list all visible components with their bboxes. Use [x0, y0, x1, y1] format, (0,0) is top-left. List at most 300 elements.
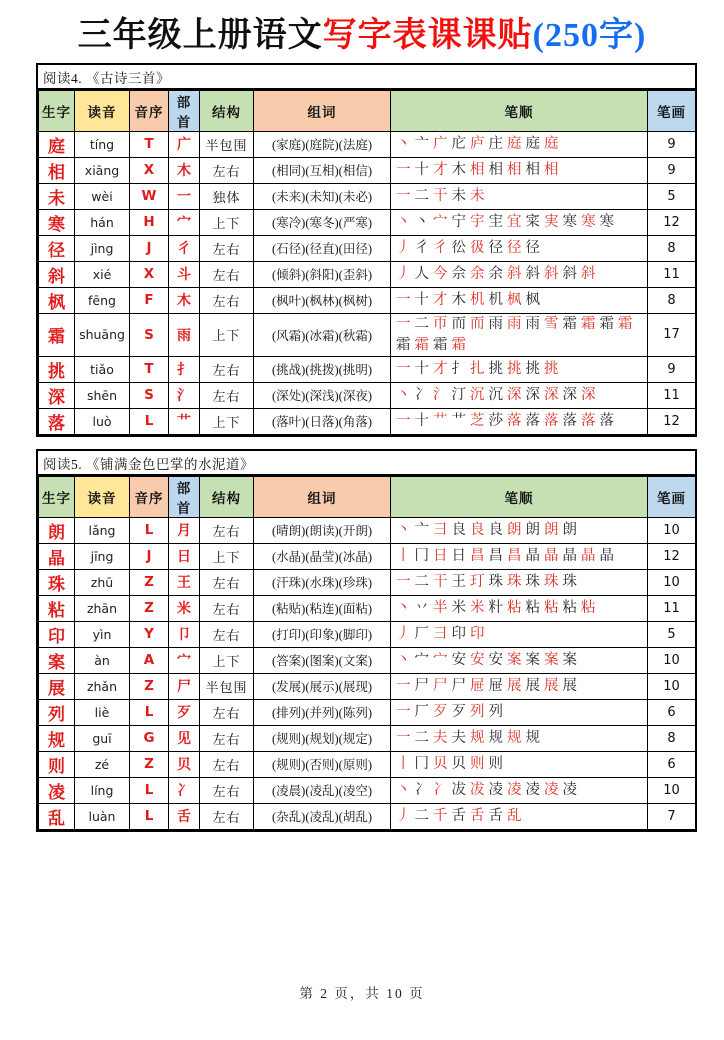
- stroke-step-glyph: 相: [507, 161, 522, 178]
- stroke-step-glyph: 帀: [433, 315, 448, 332]
- stroke-order-cell: [391, 777, 648, 803]
- stroke-step-glyph: 粘: [581, 599, 596, 616]
- radical-cell: 王: [169, 569, 200, 595]
- stroke-step-glyph: 朗: [507, 521, 522, 538]
- table-row: [39, 699, 696, 725]
- stroke-order-cell: [391, 517, 648, 543]
- stroke-step-glyph: 昌: [488, 547, 503, 564]
- radical-cell: 月: [169, 517, 200, 543]
- stroke-count-cell: 6: [648, 751, 696, 777]
- alphabetical-order-cell: L: [130, 777, 169, 803]
- stroke-step-glyph: 丶: [396, 213, 411, 230]
- stroke-count-cell: 8: [648, 287, 696, 313]
- stroke-step-glyph: 案: [562, 651, 577, 668]
- stroke-count-cell: 9: [648, 356, 696, 382]
- words-cell: (水晶)(晶莹)(冰晶): [254, 543, 391, 569]
- stroke-order-cell: [391, 382, 648, 408]
- stroke-step-glyph: 霜: [396, 336, 411, 353]
- words-cell: (规则)(规划)(规定): [254, 725, 391, 751]
- structure-cell: 左右: [200, 517, 254, 543]
- stroke-step-glyph: 二: [414, 573, 429, 590]
- alphabetical-order-cell: S: [130, 382, 169, 408]
- stroke-step-glyph: 凌: [525, 781, 540, 798]
- stroke-count-cell: 11: [648, 261, 696, 287]
- column-header-7: 笔画: [648, 90, 696, 131]
- stroke-step-glyph: 尸: [451, 677, 466, 694]
- stroke-step-glyph: 径: [488, 239, 503, 256]
- radical-cell: 扌: [169, 356, 200, 382]
- stroke-step-glyph: 庐: [470, 135, 485, 152]
- char-cell: 挑: [39, 356, 75, 382]
- stroke-step-glyph: 丷: [414, 599, 429, 616]
- stroke-step-glyph: 艹: [433, 412, 448, 429]
- structure-cell: 左右: [200, 157, 254, 183]
- stroke-step-glyph: 案: [525, 651, 540, 668]
- words-cell: (石径)(径直)(田径): [254, 235, 391, 261]
- stroke-step-glyph: 展: [525, 677, 540, 694]
- title-red-part: 写字表课课贴: [322, 17, 533, 54]
- stroke-step-glyph: 寒: [581, 213, 596, 230]
- stroke-step-glyph: 一: [396, 161, 411, 178]
- stroke-step-glyph: 丶: [414, 213, 429, 230]
- stroke-step-glyph: 丨: [396, 755, 411, 772]
- stroke-step-glyph: 未: [451, 187, 466, 204]
- stroke-step-glyph: 朗: [544, 521, 559, 538]
- stroke-step-glyph: 丨: [396, 547, 411, 564]
- stroke-order-cell: [391, 595, 648, 621]
- stroke-step-glyph: 丿: [396, 625, 411, 642]
- pinyin-cell: luàn: [75, 803, 130, 829]
- stroke-step-glyph: 枫: [507, 291, 522, 308]
- stroke-step-glyph: 贝: [451, 755, 466, 772]
- stroke-order-cell: [391, 287, 648, 313]
- char-cell: 寒: [39, 209, 75, 235]
- stroke-step-glyph: 庭: [525, 135, 540, 152]
- stroke-count-cell: 10: [648, 517, 696, 543]
- stroke-count-cell: 11: [648, 595, 696, 621]
- words-cell: (倾斜)(斜阳)(歪斜): [254, 261, 391, 287]
- stroke-step-glyph: 庭: [507, 135, 522, 152]
- stroke-step-glyph: 则: [470, 755, 485, 772]
- char-cell: 枫: [39, 287, 75, 313]
- table-row: [39, 725, 696, 751]
- stroke-step-glyph: 挑: [525, 360, 540, 377]
- words-cell: (深处)(深浅)(深夜): [254, 382, 391, 408]
- stroke-step-glyph: 深: [581, 386, 596, 403]
- stroke-step-glyph: 丶: [396, 781, 411, 798]
- stroke-step-glyph: 丶: [396, 386, 411, 403]
- stroke-step-glyph: 枫: [525, 291, 540, 308]
- stroke-step-glyph: 昌: [470, 547, 485, 564]
- stroke-step-glyph: 列: [470, 703, 485, 720]
- stroke-step-glyph: 丶: [396, 135, 411, 152]
- stroke-step-glyph: 深: [544, 386, 559, 403]
- stroke-step-glyph: 一: [396, 573, 411, 590]
- stroke-step-glyph: 晶: [525, 547, 540, 564]
- radical-cell: 歹: [169, 699, 200, 725]
- stroke-step-glyph: 彸: [451, 239, 466, 256]
- table-row: [39, 235, 696, 261]
- stroke-step-glyph: 相: [488, 161, 503, 178]
- stroke-step-glyph: 一: [396, 677, 411, 694]
- stroke-count-cell: 7: [648, 803, 696, 829]
- pinyin-cell: zé: [75, 751, 130, 777]
- stroke-step-glyph: 亠: [414, 135, 429, 152]
- stroke-step-glyph: 余: [470, 265, 485, 282]
- pinyin-cell: xié: [75, 261, 130, 287]
- stroke-step-glyph: 沉: [470, 386, 485, 403]
- column-header-6: 笔顺: [391, 90, 648, 131]
- stroke-step-glyph: 雨: [507, 315, 522, 332]
- words-cell: (相同)(互相)(相信): [254, 157, 391, 183]
- stroke-step-glyph: 凌: [488, 781, 503, 798]
- stroke-step-glyph: 二: [414, 807, 429, 824]
- column-header-0: 生字: [39, 476, 75, 517]
- stroke-step-glyph: 木: [451, 161, 466, 178]
- reading-section-4-box: [36, 63, 697, 437]
- radical-cell: 舌: [169, 803, 200, 829]
- words-cell: (凌晨)(凌乱)(凌空): [254, 777, 391, 803]
- radical-cell: 宀: [169, 209, 200, 235]
- structure-cell: 上下: [200, 408, 254, 434]
- stroke-step-glyph: 佘: [451, 265, 466, 282]
- stroke-step-glyph: 展: [544, 677, 559, 694]
- char-cell: 凌: [39, 777, 75, 803]
- stroke-step-glyph: 冹: [470, 781, 485, 798]
- radical-cell: 氵: [169, 382, 200, 408]
- stroke-step-glyph: 落: [562, 412, 577, 429]
- stroke-step-glyph: 人: [414, 265, 429, 282]
- stroke-step-glyph: 雪: [544, 315, 559, 332]
- words-cell: (排列)(并列)(陈列): [254, 699, 391, 725]
- stroke-order-cell: [391, 261, 648, 287]
- char-cell: 粘: [39, 595, 75, 621]
- stroke-step-glyph: 落: [507, 412, 522, 429]
- stroke-count-cell: 17: [648, 313, 696, 356]
- char-cell: 相: [39, 157, 75, 183]
- stroke-step-glyph: 厂: [414, 703, 429, 720]
- stroke-step-glyph: 一: [396, 315, 411, 332]
- stroke-order-cell: [391, 235, 648, 261]
- words-cell: (落叶)(日落)(角落): [254, 408, 391, 434]
- stroke-order-cell: [391, 543, 648, 569]
- table-row: [39, 408, 696, 434]
- stroke-step-glyph: 规: [507, 729, 522, 746]
- radical-cell: 宀: [169, 647, 200, 673]
- words-cell: (汗珠)(水珠)(珍珠): [254, 569, 391, 595]
- table-row: [39, 157, 696, 183]
- pinyin-cell: yìn: [75, 621, 130, 647]
- stroke-step-glyph: 冫: [433, 781, 448, 798]
- stroke-step-glyph: 余: [488, 265, 503, 282]
- stroke-step-glyph: 霜: [562, 315, 577, 332]
- stroke-count-cell: 10: [648, 777, 696, 803]
- stroke-step-glyph: 二: [414, 187, 429, 204]
- alphabetical-order-cell: Z: [130, 673, 169, 699]
- table-row: [39, 595, 696, 621]
- char-cell: 则: [39, 751, 75, 777]
- pinyin-cell: xiāng: [75, 157, 130, 183]
- stroke-order-cell: [391, 699, 648, 725]
- stroke-step-glyph: 一: [396, 729, 411, 746]
- column-header-7: 笔画: [648, 476, 696, 517]
- table-row: [39, 131, 696, 157]
- structure-cell: 左右: [200, 699, 254, 725]
- stroke-step-glyph: 落: [525, 412, 540, 429]
- stroke-step-glyph: 相: [544, 161, 559, 178]
- pinyin-cell: shēn: [75, 382, 130, 408]
- alphabetical-order-cell: Z: [130, 569, 169, 595]
- structure-cell: 独体: [200, 183, 254, 209]
- stroke-step-glyph: 斜: [507, 265, 522, 282]
- words-cell: (枫叶)(枫林)(枫树): [254, 287, 391, 313]
- stroke-count-cell: 8: [648, 235, 696, 261]
- stroke-order-cell: [391, 725, 648, 751]
- stroke-step-glyph: 霜: [599, 315, 614, 332]
- stroke-count-cell: 8: [648, 725, 696, 751]
- char-cell: 深: [39, 382, 75, 408]
- table-row: [39, 777, 696, 803]
- stroke-step-glyph: 宜: [507, 213, 522, 230]
- stroke-step-glyph: 安: [470, 651, 485, 668]
- stroke-step-glyph: 安: [451, 651, 466, 668]
- table-row: [39, 569, 696, 595]
- stroke-step-glyph: 宀: [414, 651, 429, 668]
- alphabetical-order-cell: L: [130, 803, 169, 829]
- stroke-step-glyph: 珠: [562, 573, 577, 590]
- pinyin-cell: àn: [75, 647, 130, 673]
- radical-cell: 木: [169, 157, 200, 183]
- stroke-step-glyph: 千: [433, 807, 448, 824]
- char-cell: 朗: [39, 517, 75, 543]
- stroke-order-cell: [391, 647, 648, 673]
- alphabetical-order-cell: L: [130, 699, 169, 725]
- stroke-step-glyph: 贝: [433, 755, 448, 772]
- stroke-step-glyph: 深: [562, 386, 577, 403]
- stroke-step-glyph: 一: [396, 187, 411, 204]
- pinyin-cell: tíng: [75, 131, 130, 157]
- stroke-count-cell: 12: [648, 543, 696, 569]
- char-cell: 列: [39, 699, 75, 725]
- structure-cell: 左右: [200, 356, 254, 382]
- alphabetical-order-cell: T: [130, 356, 169, 382]
- radical-cell: 贝: [169, 751, 200, 777]
- stroke-count-cell: 10: [648, 647, 696, 673]
- table-row: [39, 803, 696, 829]
- stroke-step-glyph: 挑: [507, 360, 522, 377]
- stroke-step-glyph: 艹: [451, 412, 466, 429]
- stroke-step-glyph: 尸: [414, 677, 429, 694]
- stroke-step-glyph: 落: [581, 412, 596, 429]
- stroke-step-glyph: 尸: [433, 677, 448, 694]
- stroke-step-glyph: 良: [470, 521, 485, 538]
- stroke-step-glyph: 丿: [396, 265, 411, 282]
- words-cell: (杂乱)(凌乱)(胡乱): [254, 803, 391, 829]
- stroke-step-glyph: 而: [451, 315, 466, 332]
- alphabetical-order-cell: Z: [130, 595, 169, 621]
- stroke-step-glyph: 凌: [507, 781, 522, 798]
- stroke-count-cell: 12: [648, 408, 696, 434]
- column-header-0: 生字: [39, 90, 75, 131]
- stroke-step-glyph: 彳: [433, 239, 448, 256]
- pinyin-cell: luò: [75, 408, 130, 434]
- stroke-order-cell: [391, 313, 648, 356]
- page-number: 第 2 页，共 10 页: [299, 986, 425, 1001]
- stroke-step-glyph: 冹: [451, 781, 466, 798]
- stroke-count-cell: 6: [648, 699, 696, 725]
- stroke-step-glyph: 规: [525, 729, 540, 746]
- column-header-5: 组词: [254, 476, 391, 517]
- stroke-step-glyph: 干: [433, 187, 448, 204]
- stroke-step-glyph: 亠: [414, 521, 429, 538]
- stroke-step-glyph: 落: [544, 412, 559, 429]
- pinyin-cell: zhān: [75, 595, 130, 621]
- stroke-step-glyph: 冂: [414, 547, 429, 564]
- stroke-step-glyph: 寒: [599, 213, 614, 230]
- stroke-step-glyph: 霜: [433, 336, 448, 353]
- stroke-step-glyph: 宁: [451, 213, 466, 230]
- structure-cell: 左右: [200, 751, 254, 777]
- char-cell: 案: [39, 647, 75, 673]
- stroke-step-glyph: 王: [451, 573, 466, 590]
- stroke-step-glyph: 则: [488, 755, 503, 772]
- stroke-step-glyph: 规: [488, 729, 503, 746]
- stroke-step-glyph: 舌: [451, 807, 466, 824]
- stroke-step-glyph: 霜: [618, 315, 633, 332]
- table-row: [39, 621, 696, 647]
- stroke-step-glyph: 丶: [396, 651, 411, 668]
- char-cell: 展: [39, 673, 75, 699]
- stroke-step-glyph: 珠: [488, 573, 503, 590]
- table-row: [39, 313, 696, 356]
- title-count-part: (250字): [532, 17, 647, 54]
- structure-cell: 左右: [200, 235, 254, 261]
- stroke-step-glyph: 寀: [525, 213, 540, 230]
- stroke-step-glyph: 才: [433, 161, 448, 178]
- stroke-order-cell: [391, 157, 648, 183]
- radical-cell: 日: [169, 543, 200, 569]
- words-cell: (规则)(否则)(原则): [254, 751, 391, 777]
- stroke-order-cell: [391, 621, 648, 647]
- stroke-step-glyph: 良: [451, 521, 466, 538]
- structure-cell: 左右: [200, 595, 254, 621]
- structure-cell: 左右: [200, 569, 254, 595]
- radical-cell: 一: [169, 183, 200, 209]
- alphabetical-order-cell: X: [130, 157, 169, 183]
- structure-cell: 上下: [200, 209, 254, 235]
- stroke-step-glyph: 丿: [396, 807, 411, 824]
- radical-cell: 卩: [169, 621, 200, 647]
- words-cell: (答案)(图案)(文案): [254, 647, 391, 673]
- pinyin-cell: jīng: [75, 543, 130, 569]
- radical-cell: 冫: [169, 777, 200, 803]
- stroke-step-glyph: 夫: [433, 729, 448, 746]
- stroke-step-glyph: 芝: [470, 412, 485, 429]
- column-header-2: 音序: [130, 90, 169, 131]
- table-row: [39, 673, 696, 699]
- stroke-step-glyph: 寒: [562, 213, 577, 230]
- structure-cell: 左右: [200, 803, 254, 829]
- stroke-step-glyph: 粘: [525, 599, 540, 616]
- char-cell: 未: [39, 183, 75, 209]
- words-cell: (晴朗)(朗读)(开朗): [254, 517, 391, 543]
- stroke-step-glyph: 深: [525, 386, 540, 403]
- stroke-step-glyph: 十: [414, 412, 429, 429]
- stroke-step-glyph: 沉: [488, 386, 503, 403]
- stroke-step-glyph: 半: [433, 599, 448, 616]
- stroke-order-cell: [391, 751, 648, 777]
- stroke-step-glyph: 十: [414, 360, 429, 377]
- table-row: [39, 287, 696, 313]
- stroke-step-glyph: 斜: [581, 265, 596, 282]
- pinyin-cell: tiǎo: [75, 356, 130, 382]
- stroke-count-cell: 5: [648, 621, 696, 647]
- stroke-step-glyph: 珠: [525, 573, 540, 590]
- stroke-step-glyph: 朗: [525, 521, 540, 538]
- stroke-step-glyph: 彶: [470, 239, 485, 256]
- stroke-step-glyph: 晶: [581, 547, 596, 564]
- table-row: [39, 647, 696, 673]
- stroke-step-glyph: 屉: [470, 677, 485, 694]
- stroke-step-glyph: 斜: [562, 265, 577, 282]
- title-grade-part: 三年级上册语文: [77, 17, 323, 54]
- stroke-count-cell: 10: [648, 569, 696, 595]
- stroke-step-glyph: 日: [451, 547, 466, 564]
- stroke-count-cell: 10: [648, 673, 696, 699]
- alphabetical-order-cell: Y: [130, 621, 169, 647]
- alphabetical-order-cell: L: [130, 408, 169, 434]
- stroke-step-glyph: 二: [414, 315, 429, 332]
- page-title: [0, 16, 724, 57]
- stroke-step-glyph: 列: [488, 703, 503, 720]
- stroke-step-glyph: 凌: [544, 781, 559, 798]
- structure-cell: 左右: [200, 382, 254, 408]
- stroke-step-glyph: 一: [396, 412, 411, 429]
- stroke-step-glyph: 夫: [451, 729, 466, 746]
- alphabetical-order-cell: J: [130, 235, 169, 261]
- stroke-step-glyph: 珠: [507, 573, 522, 590]
- char-cell: 规: [39, 725, 75, 751]
- stroke-step-glyph: 未: [470, 187, 485, 204]
- pinyin-cell: wèi: [75, 183, 130, 209]
- structure-cell: 上下: [200, 313, 254, 356]
- char-cell: 珠: [39, 569, 75, 595]
- column-header-4: 结构: [200, 476, 254, 517]
- radical-cell: 广: [169, 131, 200, 157]
- table-row: [39, 517, 696, 543]
- char-cell: 乱: [39, 803, 75, 829]
- stroke-step-glyph: 庭: [544, 135, 559, 152]
- stroke-step-glyph: 案: [544, 651, 559, 668]
- alphabetical-order-cell: S: [130, 313, 169, 356]
- stroke-step-glyph: 汀: [451, 386, 466, 403]
- section-5-label: 阅读5. 《铺满金色巴掌的水泥道》: [38, 451, 695, 476]
- table-row: [39, 543, 696, 569]
- table-row: [39, 751, 696, 777]
- stroke-step-glyph: 十: [414, 291, 429, 308]
- stroke-step-glyph: 霜: [414, 336, 429, 353]
- stroke-step-glyph: 籵: [488, 599, 503, 616]
- stroke-order-cell: [391, 356, 648, 382]
- stroke-step-glyph: 厂: [414, 625, 429, 642]
- stroke-order-cell: [391, 803, 648, 829]
- table-row: [39, 382, 696, 408]
- stroke-step-glyph: 宔: [488, 213, 503, 230]
- stroke-step-glyph: 彐: [433, 521, 448, 538]
- column-header-3: 部首: [169, 476, 200, 517]
- radical-cell: 斗: [169, 261, 200, 287]
- stroke-step-glyph: 冫: [414, 386, 429, 403]
